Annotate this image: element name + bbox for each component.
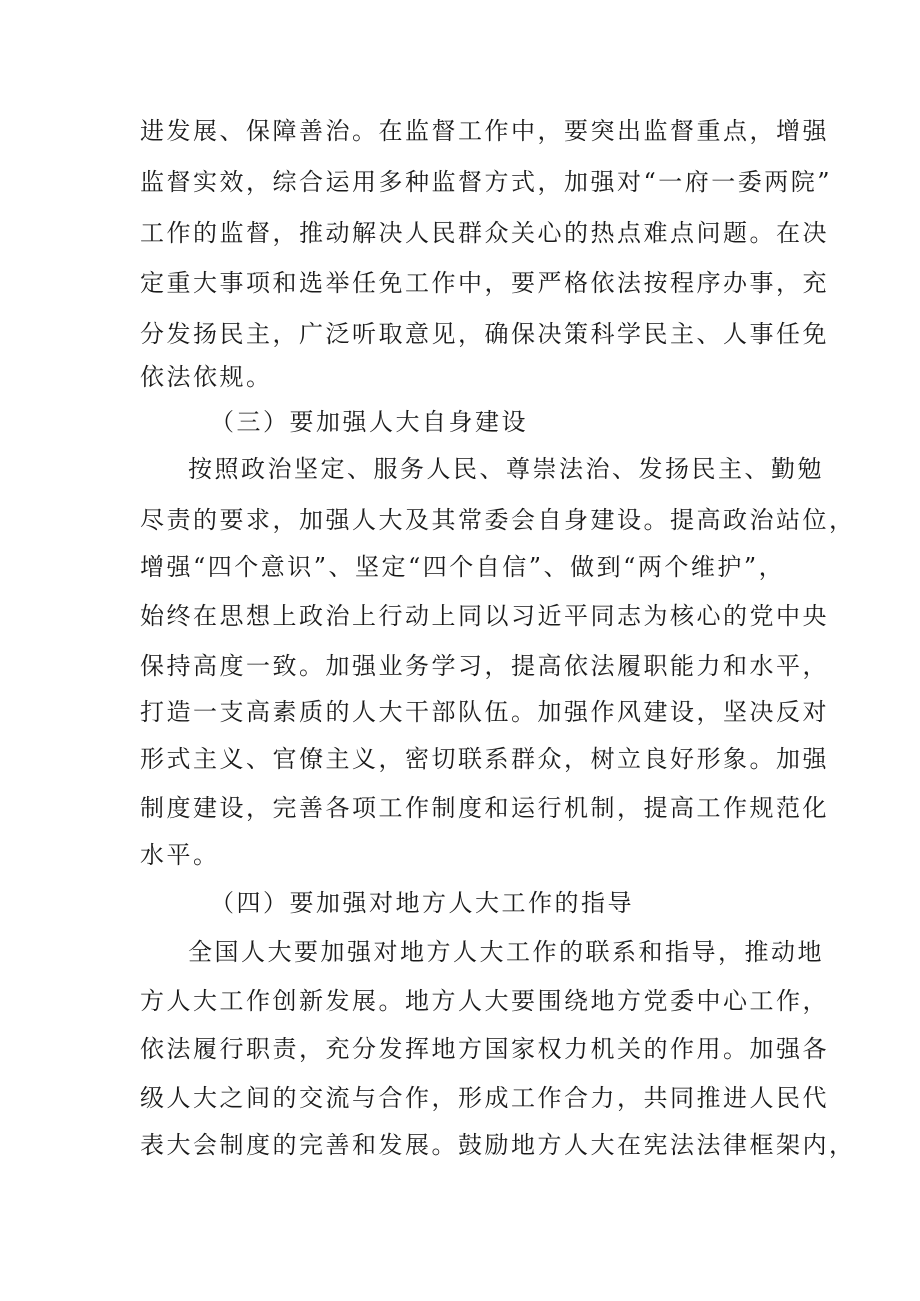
text-line: 进发展、保障善治。在监督工作中，要突出监督重点，增强 (140, 117, 829, 145)
text-line: 增强“四个意识”、坚定“四个自信”、做到“两个维护”， (140, 553, 786, 581)
text-line: 依法履行职责，充分发挥地方国家权力机关的作用。加强各 (140, 1035, 829, 1063)
text-line: 表大会制度的完善和发展。鼓励地方人大在宪法法律框架内， (140, 1131, 856, 1159)
text-line: 方人大工作创新发展。地方人大要围绕地方党委中心工作， (140, 987, 829, 1015)
section-heading: （四）要加强对地方人大工作的指导 (210, 889, 634, 917)
text-line: 打造一支高素质的人大干部队伍。加强作风建设，坚决反对 (140, 698, 829, 726)
text-line: 监督实效，综合运用多种监督方式，加强对“一府一委两院” (140, 168, 833, 196)
text-line: 按照政治坚定、服务人民、尊崇法治、发扬民主、勤勉 (188, 455, 824, 483)
text-line: 依法依规。 (140, 363, 273, 391)
section-heading: （三）要加强人大自身建设 (210, 408, 528, 436)
text-line: 定重大事项和选举任免工作中，要严格依法按程序办事，充 (140, 269, 829, 297)
text-line: 全国人大要加强对地方人大工作的联系和指导，推动地 (188, 938, 824, 966)
text-line: 级人大之间的交流与合作，形成工作合力，共同推进人民代 (140, 1084, 829, 1112)
text-line: 尽责的要求，加强人大及其常委会自身建设。提高政治站位， (140, 506, 856, 534)
text-line: 形式主义、官僚主义，密切联系群众，树立良好形象。加强 (140, 745, 829, 773)
text-line: 分发扬民主，广泛听取意见，确保决策科学民主、人事任免 (140, 320, 829, 348)
text-line: 工作的监督，推动解决人民群众关心的热点难点问题。在决 (140, 219, 829, 247)
text-line: 水平。 (140, 841, 220, 869)
text-line: 保持高度一致。加强业务学习，提高依法履职能力和水平， (140, 652, 829, 680)
text-line: 制度建设，完善各项工作制度和运行机制，提高工作规范化 (140, 794, 829, 822)
text-line: 始终在思想上政治上行动上同以习近平同志为核心的党中央 (140, 602, 829, 630)
